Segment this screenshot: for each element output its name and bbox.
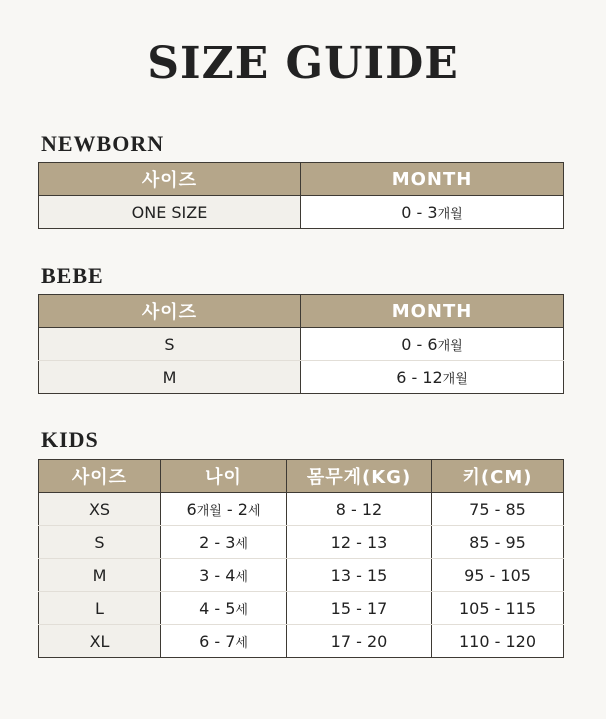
size-cell: XL [39,625,161,658]
table-row [39,625,564,658]
month-cell: 0 - 3개월 [301,196,564,229]
month-cell: 0 - 6개월 [301,328,564,361]
size-cell: M [39,361,301,394]
age-cell: 6개월 - 2세 [161,493,287,526]
size-cell: M [39,559,161,592]
table-header-row [39,295,564,328]
page-title: SIZE GUIDE [147,38,459,89]
weight-cell: 13 - 15 [287,559,432,592]
size-cell: S [39,328,301,361]
height-cell: 105 - 115 [432,592,564,625]
month-cell: 6 - 12개월 [301,361,564,394]
header-month: MONTH [301,163,564,196]
age-cell: 3 - 4세 [161,559,287,592]
kids-table [38,459,564,658]
height-cell: 85 - 95 [432,526,564,559]
size-cell: XS [39,493,161,526]
size-cell: ONE SIZE [39,196,301,229]
weight-cell: 12 - 13 [287,526,432,559]
header-weight: 몸무게(KG) [287,460,432,493]
size-cell: L [39,592,161,625]
table-row [39,328,564,361]
table-header-row [39,460,564,493]
table-row [39,559,564,592]
table-header-row [39,163,564,196]
header-age: 나이 [161,460,287,493]
table-row [39,196,564,229]
section-label-newborn: NEWBORN [41,131,165,156]
table-row [39,361,564,394]
weight-cell: 15 - 17 [287,592,432,625]
height-cell: 95 - 105 [432,559,564,592]
table-row [39,493,564,526]
table-row [39,592,564,625]
age-cell: 4 - 5세 [161,592,287,625]
header-size: 사이즈 [39,163,301,196]
header-size: 사이즈 [39,295,301,328]
age-cell: 6 - 7세 [161,625,287,658]
height-cell: 110 - 120 [432,625,564,658]
weight-cell: 17 - 20 [287,625,432,658]
section-label-bebe: BEBE [41,263,104,288]
section-label-kids: KIDS [41,427,99,452]
header-size: 사이즈 [39,460,161,493]
newborn-table [38,162,564,229]
height-cell: 75 - 85 [432,493,564,526]
header-height: 키(CM) [432,460,564,493]
bebe-table [38,294,564,394]
age-cell: 2 - 3세 [161,526,287,559]
header-month: MONTH [301,295,564,328]
weight-cell: 8 - 12 [287,493,432,526]
table-row [39,526,564,559]
size-cell: S [39,526,161,559]
